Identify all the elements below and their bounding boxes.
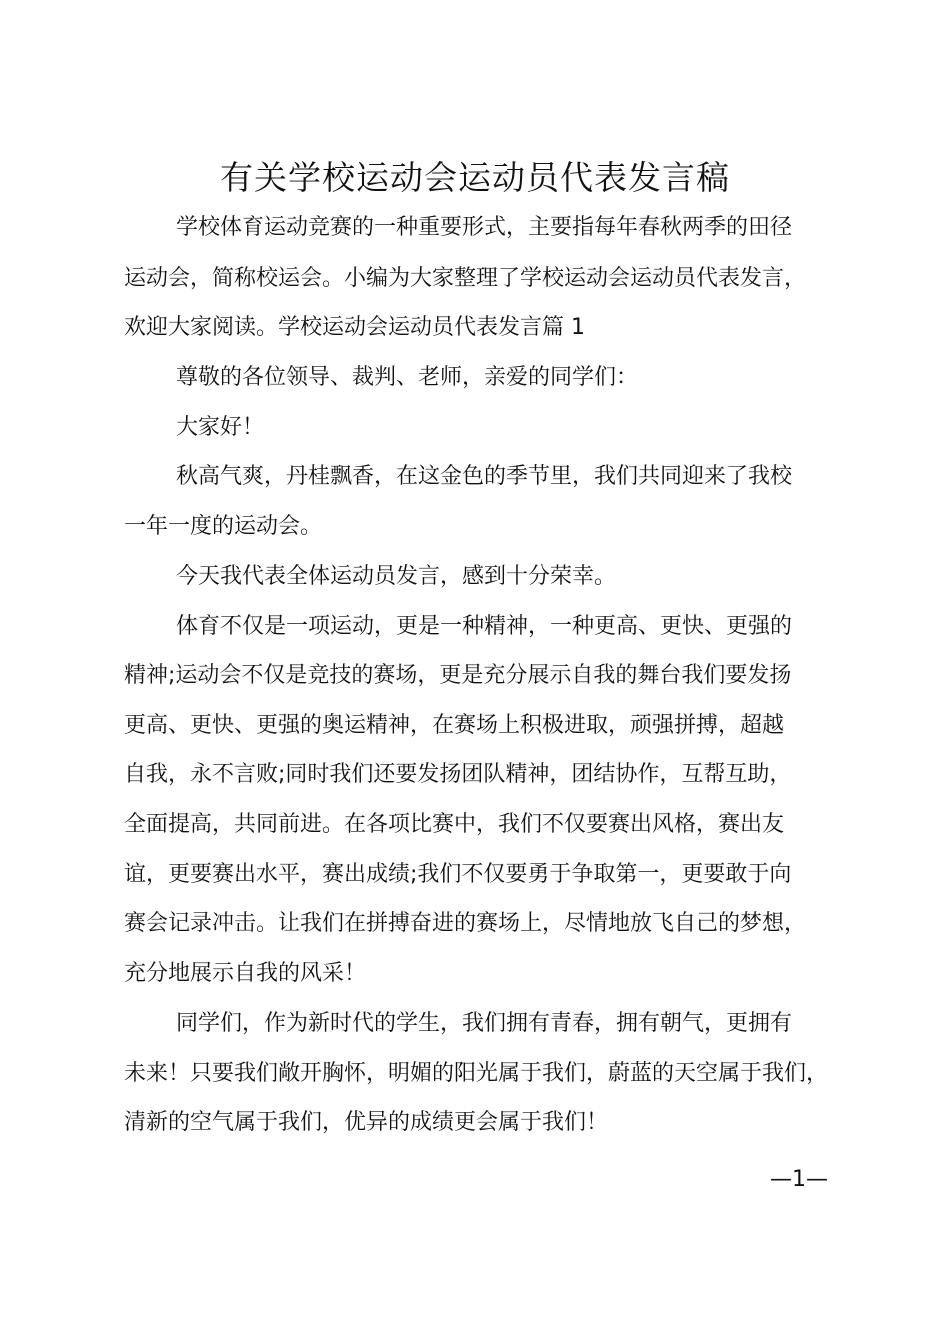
text-line: 欢迎大家阅读。学校运动会运动员代表发言篇 1 (124, 315, 585, 340)
text-line: 运动会，简称校运会。小编为大家整理了学校运动会运动员代表发言， (124, 266, 807, 291)
text-line: 秋高气爽，丹桂飘香，在这金色的季节里，我们共同迎来了我校 (176, 464, 793, 489)
text-line: 大家好！ (176, 415, 265, 440)
text-line: 未来！只要我们敞开胸怀，明媚的阳光属于我们，蔚蓝的天空属于我们， (124, 1061, 829, 1086)
text-line: 更高、更快、更强的奥运精神，在赛场上积极进取，顽强拼搏，超越 (124, 713, 785, 738)
text-line: 清新的空气属于我们，优异的成绩更会属于我们！ (124, 1110, 609, 1135)
text-line: 谊，更要赛出水平，赛出成绩;我们不仅要勇于争取第一，更要敢于向 (124, 862, 792, 887)
text-line: 自我，永不言败;同时我们还要发扬团队精神，团结协作，互帮互助， (124, 762, 792, 787)
page-number: —1— (770, 1167, 828, 1192)
text-line: 全面提高，共同前进。在各项比赛中，我们不仅要赛出风格，赛出友 (124, 812, 785, 837)
text-line: 充分地展示自我的风采！ (124, 961, 367, 986)
text-line: 学校体育运动竞赛的一种重要形式，主要指每年春秋两季的田径 (176, 215, 793, 240)
text-line: 体育不仅是一项运动，更是一种精神，一种更高、更快、更强的 (176, 614, 793, 639)
text-line: 一年一度的运动会。 (124, 514, 323, 539)
text-line: 同学们，作为新时代的学生，我们拥有青春，拥有朝气，更拥有 (176, 1011, 793, 1036)
text-line: 精神;运动会不仅是竞技的赛场，更是充分展示自我的舞台我们要发扬 (124, 663, 792, 688)
document-title: 有关学校运动会运动员代表发言稿 (220, 158, 730, 197)
text-line: 尊敬的各位领导、裁判、老师，亲爱的同学们： (176, 365, 639, 390)
text-line: 今天我代表全体运动员发言，感到十分荣幸。 (176, 564, 617, 589)
text-line: 赛会记录冲击。让我们在拼搏奋进的赛场上，尽情地放飞自己的梦想， (124, 911, 807, 936)
